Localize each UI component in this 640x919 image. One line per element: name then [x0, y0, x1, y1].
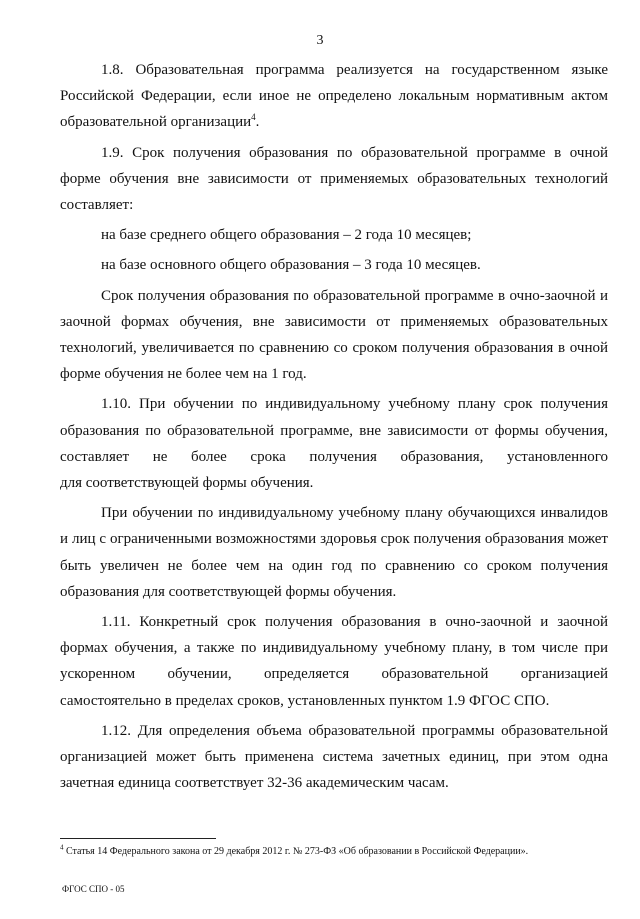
paragraph-1-9: 1.9. Срок получения образования по образовательной программе в очной форме обучения вне зависимости от применяемых образовательных технологий составляет:	[60, 144, 608, 214]
list-item-secondary-general: на базе среднего общего образования – 2 года 10 месяцев;	[101, 227, 472, 244]
footnote-divider	[60, 838, 216, 839]
paragraph-1-8-text: 1.8. Образовательная программа реализуется на государственном языке Российской Федерации, если иное не определено локальным нормативным актом образовательной организации	[60, 62, 608, 131]
paragraph-1-11-end: самостоятельно в пределах сроков, установленных пунктом 1.9 ФГОС СПО.	[60, 692, 550, 709]
footnote	[60, 845, 620, 858]
paragraph-1-10-end: для соответствующей формы обучения.	[60, 475, 314, 492]
document-body	[60, 57, 608, 796]
paragraph-1-10: 1.10. При обучении по индивидуальному учебному плану срок получения образования по образовательной программе, вне зависимости от формы обучения, составляет не более срока получения образования, установленного	[60, 396, 608, 465]
document-code: ФГОС СПО - 05	[62, 884, 125, 894]
footnote-text: Статья 14 Федерального закона от 29 декабря 2012 г. № 273-ФЗ «Об образовании в Российской Федерации».	[63, 846, 529, 857]
paragraph-1-9-continuation: Срок получения образования по образовательной программе в очно-заочной и заочной формах обучения, вне зависимости от применяемых образовательных технологий, увеличивается по сравнению со сроком получения образования в очной форме обучения не более чем на 1 год.	[60, 287, 608, 383]
paragraph-1-8	[60, 57, 608, 136]
footnote-number: 4	[60, 843, 64, 852]
paragraph-1-11: 1.11. Конкретный срок получения образования в очно-заочной и заочной формах обучения, а также по индивидуальному учебному плану, в том числе при ускоренном обучении, определяется образовательной организацией	[60, 614, 608, 683]
page-number: 3	[316, 33, 324, 48]
paragraph-1-10-continuation: При обучении по индивидуальному учебному плану обучающихся инвалидов и лиц с ограниченными возможностями здоровья срок получения образования может быть увеличен не более чем на один год по сравнению со сроком получения образования для соответствующей формы обучения.	[60, 505, 608, 600]
footnote-reference: 4	[251, 112, 256, 123]
paragraph-1-12: 1.12. Для определения объема образовательной программы образовательной организацией может быть применена система зачетных единиц, при этом одна зачетная единица соответствует 32-36 академическим часам.	[60, 722, 608, 792]
paragraph-1-8-end: .	[255, 114, 260, 131]
list-item-basic-general: на базе основного общего образования – 3 года 10 месяцев.	[101, 257, 481, 274]
